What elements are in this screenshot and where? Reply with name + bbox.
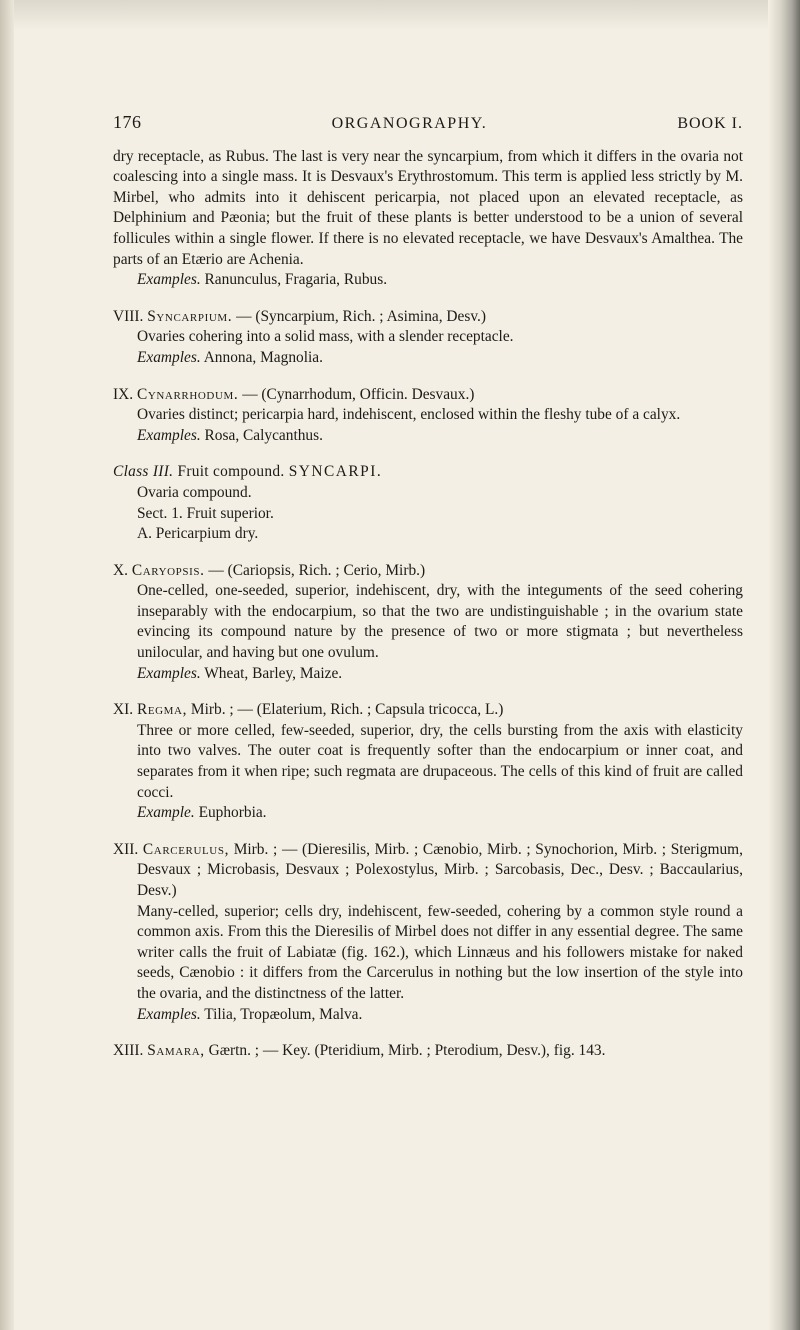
section-name: Regma,: [136, 701, 188, 719]
section-numeral: XI.: [113, 701, 134, 719]
page-right-edge: [768, 0, 800, 1330]
examples-label: Examples.: [137, 664, 201, 682]
section-name: Caryopsis.: [131, 561, 205, 579]
book-label: BOOK I.: [677, 115, 743, 132]
section-synonyms: — (Cynarrhodum, Officin. Desvaux.): [242, 385, 475, 403]
examples-text: Rosa, Calycanthus.: [204, 426, 323, 444]
section-ix-examples: [113, 426, 743, 447]
section-xi-examples: [113, 803, 743, 824]
examples-label: Examples.: [137, 271, 201, 289]
section-x-examples: [113, 664, 743, 685]
section-numeral: VIII.: [113, 307, 144, 325]
book-page: [113, 112, 743, 1062]
class-iii-sub: A. Pericarpium dry.: [137, 525, 259, 543]
examples-label: Examples.: [137, 1005, 201, 1023]
section-xi-heading: [113, 700, 743, 721]
running-title: ORGANOGRAPHY.: [331, 115, 488, 132]
section-x-description: One-celled, one-seeded, superior, indehiscent, dry, with the integuments of the seed cohering inseparably with the endocarpium, so that the two are undistinguishable ; in the ovarium state evincing its compound nature by the presence of two or more stigmata ; but nevertheless unilocular, and having but one ovulum.: [137, 582, 743, 662]
section-synonyms: — (Cariopsis, Rich. ; Cerio, Mirb.): [208, 561, 426, 579]
intro-examples: [113, 270, 743, 291]
section-numeral: XII.: [113, 840, 139, 858]
class-label: Class III.: [113, 463, 174, 481]
section-xii-description: Many-celled, superior; cells dry, indehiscent, few-seeded, cohering by a common style round a common axis. From this the Dieresilis of Mirbel does not differ in any essential degree. The same writer calls the fruit of Labiatæ (fig. 162.), which Linnæus and his followers mistake for naked seeds, Cænobio : it differs from the Carcerulus in nothing but the low insertion of the style into the ovaria, and the distinctness of the latter.: [137, 902, 743, 1002]
section-numeral: IX.: [113, 385, 134, 403]
class-fruit: Fruit compound.: [177, 463, 285, 481]
section-x-heading: [113, 561, 743, 582]
examples-text: Euphorbia.: [198, 804, 267, 822]
section-numeral: X.: [113, 561, 128, 579]
examples-text: Annona, Magnolia.: [203, 348, 323, 366]
section-xii-heading: [113, 840, 743, 902]
section-name: Samara,: [147, 1042, 205, 1060]
section-name: Syncarpium.: [147, 307, 233, 325]
examples-text: Tilia, Tropæolum, Malva.: [204, 1005, 363, 1023]
section-viii-description: Ovaries cohering into a solid mass, with a slender receptacle.: [137, 328, 514, 346]
section-ix-heading: [113, 385, 743, 406]
section-ix-description: Ovaries distinct; pericarpia hard, indehiscent, enclosed within the fleshy tube of a calyx.: [137, 406, 681, 424]
section-synonyms: Mirb. ; — (Dieresilis, Mirb. ; Cænobio, Mirb. ; Synochorion, Mirb. ; Sterigmum, Desvaux ; Microbasis, Desvaux ; Polexostylus, Mirb. ; Sarcobasis, Dec., Desv. ; Baccaularius, Desv.): [137, 840, 743, 899]
running-head: [113, 112, 743, 135]
class-name: SYNCARPI.: [288, 463, 383, 481]
examples-label: Examples.: [137, 348, 201, 366]
section-synonyms: Gærtn. ; — Key. (Pteridium, Mirb. ; Pterodium, Desv.), fig. 143.: [208, 1042, 606, 1060]
class-iii-ovaria: Ovaria compound.: [137, 483, 252, 501]
page-top-shadow: [0, 0, 800, 30]
examples-text: Ranunculus, Fragaria, Rubus.: [204, 271, 388, 289]
section-synonyms: — (Syncarpium, Rich. ; Asimina, Desv.): [236, 307, 487, 325]
page-left-edge: [0, 0, 14, 1330]
section-xiii-heading: [113, 1041, 743, 1062]
section-numeral: XIII.: [113, 1042, 144, 1060]
section-xi-description: Three or more celled, few-seeded, superior, dry, the cells bursting from the axis with elasticity into two valves. The outer coat is frequently softer than the endocarpium or inner coat, and separates from it when ripe; such regmata are drupaceous. The cells of this kind of fruit are called cocci.: [137, 721, 743, 801]
examples-label: Example.: [137, 804, 195, 822]
section-viii-examples: [113, 348, 743, 369]
section-synonyms: Mirb. ; — (Elaterium, Rich. ; Capsula tricocca, L.): [190, 701, 504, 719]
examples-text: Wheat, Barley, Maize.: [204, 664, 343, 682]
class-iii-heading: [113, 462, 743, 483]
intro-paragraph: dry receptacle, as Rubus. The last is very near the syncarpium, from which it differs in the ovaria not coalescing into a single mass. It is Desvaux's Erythrostomum. This term is applied less strictly by M. Mirbel, who admits into it dehiscent pericarpia, not placed upon an elevated receptacle, as Delphinium and Pæonia; but the fruit of these plants is better understood to be a union of several follicules within a single flower. If there is no elevated receptacle, we have Desvaux's Amalthea. The parts of an Etærio are Achenia.: [113, 147, 743, 268]
section-xii-examples: [113, 1005, 743, 1026]
class-iii-sect: Sect. 1. Fruit superior.: [137, 504, 274, 522]
page-number: 176: [113, 112, 142, 132]
section-name: Cynarrhodum.: [136, 385, 239, 403]
section-viii-heading: [113, 307, 743, 328]
section-name: Carcerulus,: [142, 840, 230, 858]
examples-label: Examples.: [137, 426, 201, 444]
